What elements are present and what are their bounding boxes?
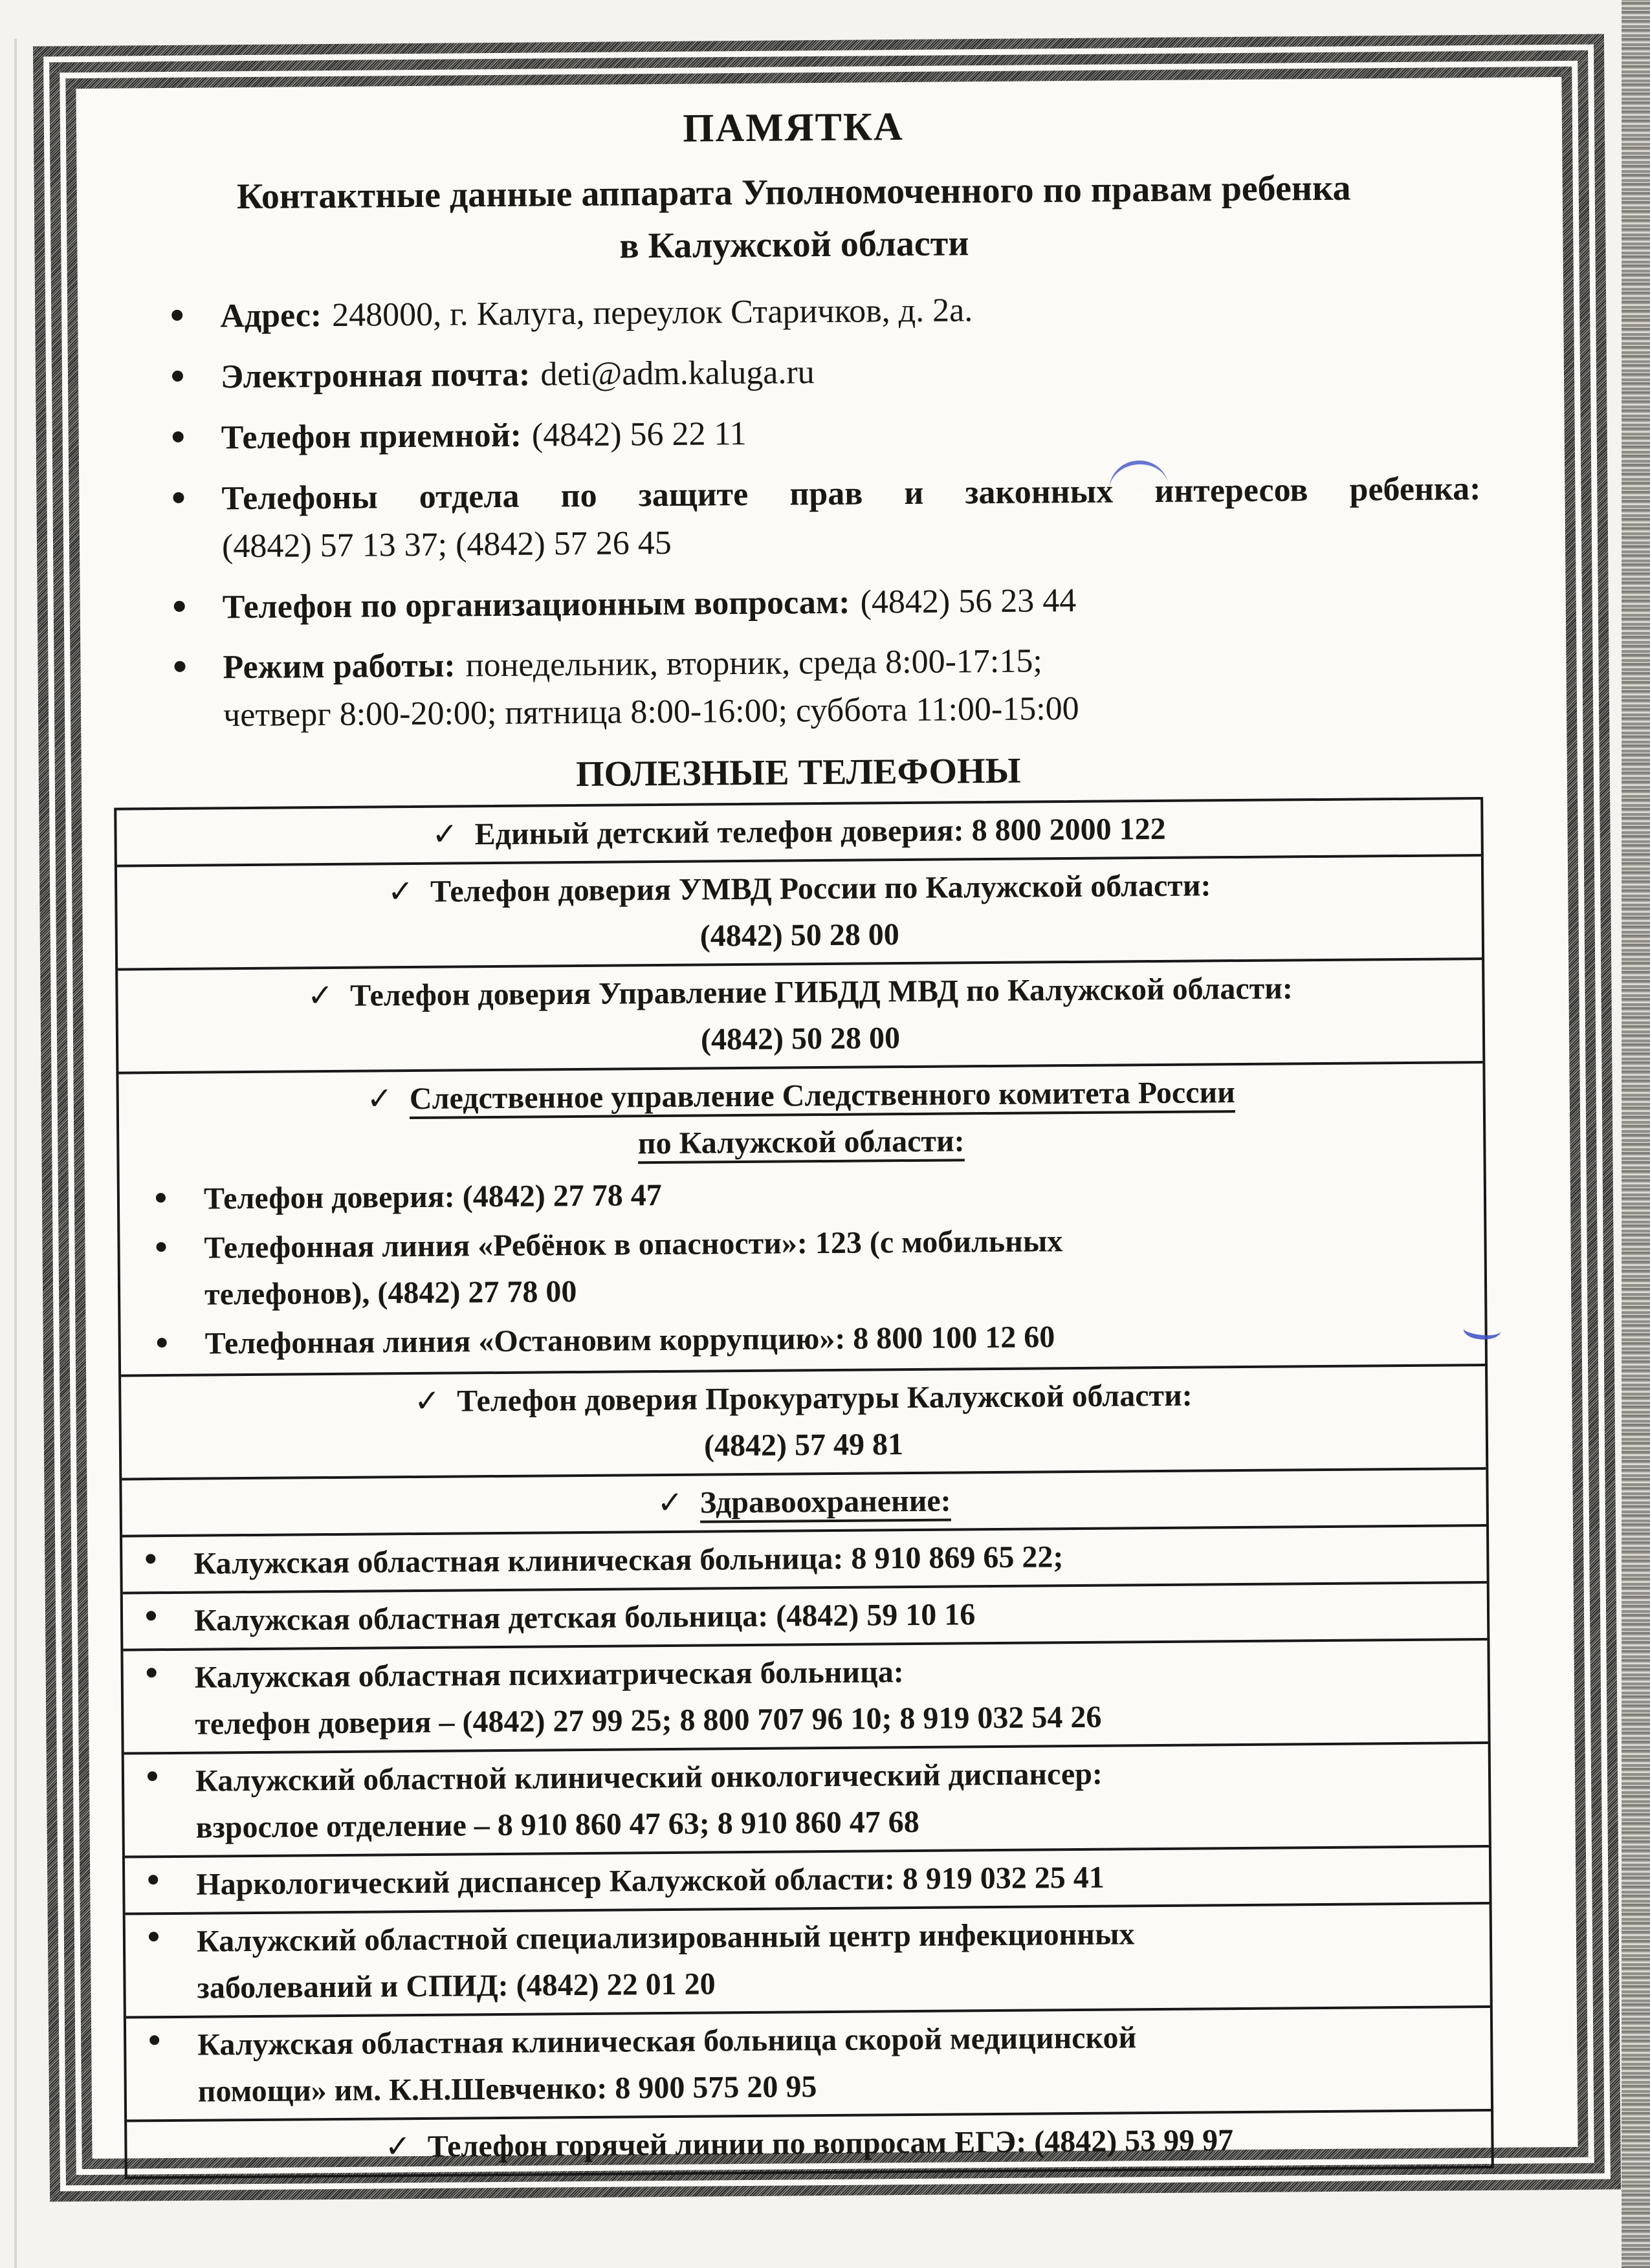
row-text: Телефон доверия Управление ГИБДД МВД по Калужской области: — [350, 971, 1293, 1013]
contact-item-email — [111, 343, 1480, 402]
bullet-icon — [171, 310, 182, 321]
contact-label: Адрес: — [220, 297, 322, 335]
sub-bullet-text: Телефонная линия «Остановим коррупцию»: 8 800 100 12 60 — [204, 1320, 1055, 1361]
contact-label: Электронная почта: — [220, 356, 531, 396]
sub-bullet-text: Телефон доверия: (4842) 27 78 47 — [203, 1178, 662, 1216]
check-icon: ✓ — [657, 1485, 684, 1521]
row-text: Калужская областная психиатрическая больница: — [194, 1655, 904, 1695]
sub-bullet-trust-phone — [133, 1166, 1471, 1223]
contact-item-rights-department-phones — [111, 465, 1481, 571]
row-text-line-2: (4842) 50 28 00 — [700, 1021, 901, 1057]
bullet-icon — [172, 371, 183, 382]
contact-value: deti@adm.kaluga.ru — [540, 354, 815, 393]
check-icon: ✓ — [387, 875, 414, 910]
table-row-emergency-hospital — [126, 2008, 1491, 2122]
row-text-line-2: по Калужской области: — [637, 1124, 965, 1161]
row-text-line-2: (4842) 50 28 00 — [699, 917, 899, 954]
table-row-regional-clinical-hospital — [122, 1527, 1487, 1595]
contact-label: Телефон по организационным вопросам: — [222, 583, 850, 626]
sub-bullet-text: Телефонная линия «Ребёнок в опасности»: 123 (с мобильных — [204, 1224, 1063, 1265]
bullet-icon — [148, 1875, 158, 1884]
contact-item-address — [110, 283, 1480, 341]
bullet-icon — [146, 1611, 156, 1620]
contact-item-reception-phone — [111, 404, 1480, 463]
check-icon: ✓ — [384, 2130, 412, 2164]
sub-bullet-text-line-2: телефонов), (4842) 27 78 00 — [204, 1274, 577, 1312]
bullet-icon — [173, 431, 184, 442]
row-text: Телефон горячей линии по вопросам ЕГЭ: (4842) 53 99 97 — [427, 2123, 1234, 2164]
subtitle-line-1: Контактные данные аппарата Уполномоченного по правам ребенка — [236, 168, 1351, 217]
table-row-narcological-dispensary — [125, 1848, 1490, 1915]
row-text: Здравоохранение: — [699, 1483, 951, 1520]
table-row-children-hospital — [123, 1584, 1488, 1652]
document-subtitle — [109, 161, 1479, 277]
document-content — [76, 77, 1578, 2164]
row-text: Калужская областная детская больница: (4842) 59 10 16 — [193, 1597, 976, 1638]
contact-value: (4842) 56 22 11 — [531, 415, 747, 454]
row-text-line-2: заболеваний и СПИД: (4842) 22 01 20 — [197, 1967, 716, 2005]
contact-value: (4842) 57 13 37; (4842) 57 26 45 — [221, 524, 672, 565]
row-text: Наркологический диспансер Калужской области: 8 919 032 25 41 — [196, 1860, 1105, 1902]
row-text: Единый детский телефон доверия: 8 800 2000 122 — [474, 811, 1166, 852]
bullet-icon — [174, 600, 185, 611]
contact-label: Телефоны отдела по защите прав и законных интересов ребенка: — [221, 470, 1481, 518]
sub-bullet-stop-corruption-line — [133, 1311, 1472, 1368]
row-text-line-2: помощи» им. К.Н.Шевченко: 8 900 575 20 95 — [197, 2069, 817, 2109]
bullet-icon — [156, 1193, 166, 1203]
document-title: ПАМЯТКА — [683, 105, 904, 151]
contact-value-line-2: четверг 8:00-20:00; пятница 8:00-16:00; суббота 11:00-15:00 — [223, 690, 1079, 734]
contact-label: Телефон приемной: — [221, 417, 522, 457]
table-row-umvd-helpline — [117, 856, 1482, 971]
table-row-psychiatric-hospital — [123, 1641, 1488, 1755]
bullet-icon — [146, 1554, 155, 1564]
sub-bullet-child-in-danger-line — [133, 1215, 1471, 1318]
check-icon: ✓ — [413, 1384, 441, 1419]
check-icon: ✓ — [307, 978, 334, 1014]
row-text: Калужская областная клиническая больница: 8 910 869 65 22; — [193, 1540, 1064, 1581]
contact-list — [110, 283, 1482, 740]
row-text: Телефон доверия Прокуратуры Калужской области: — [457, 1378, 1193, 1419]
bullet-icon — [174, 661, 185, 672]
table-row-oncology-dispensary — [124, 1744, 1489, 1859]
table-row-ege-hotline — [127, 2111, 1491, 2177]
bullet-icon — [147, 1668, 157, 1677]
useful-phones-heading: ПОЛЕЗНЫЕ ТЕЛЕФОНЫ — [575, 750, 1021, 795]
bullet-icon — [173, 492, 184, 503]
check-icon: ✓ — [366, 1082, 393, 1117]
bullet-icon — [156, 1242, 166, 1252]
row-text: Телефон доверия УМВД России по Калужской области: — [430, 868, 1211, 909]
table-row-aids-center — [126, 1904, 1490, 2019]
contact-item-organizational-phone — [112, 574, 1482, 632]
row-text-line-2: телефон доверия – (4842) 27 99 25; 8 800 707 96 10; 8 919 032 54 26 — [195, 1699, 1102, 1741]
scanned-document-sheet — [33, 34, 1621, 2202]
bullet-icon — [157, 1338, 167, 1347]
row-text: Следственное управление Следственного комитета России — [409, 1075, 1235, 1117]
subtitle-line-2: в Калужской области — [619, 223, 969, 267]
table-row-prosecutor-helpline — [121, 1366, 1486, 1481]
contact-value: понедельник, вторник, среда 8:00-17:15; — [465, 642, 1043, 684]
contact-value: (4842) 56 23 44 — [860, 582, 1077, 621]
table-row-child-helpline — [116, 800, 1481, 867]
row-text: Калужский областной специализированный центр инфекционных — [196, 1917, 1135, 1959]
row-text-line-2: взрослое отделение – 8 910 860 47 63; 8 910 860 47 68 — [195, 1804, 919, 1845]
row-text: Калужский областной клинический онкологический диспансер: — [195, 1756, 1103, 1798]
table-row-healthcare-heading — [122, 1470, 1486, 1538]
contact-item-working-hours — [113, 634, 1482, 740]
table-row-gibdd-helpline — [118, 960, 1482, 1074]
useful-phones-table — [114, 797, 1494, 2179]
scan-page-edge-artifact — [1622, 0, 1650, 2268]
contact-label: Режим работы: — [223, 647, 456, 686]
investigative-committee-phones — [133, 1166, 1472, 1368]
bullet-icon — [149, 1932, 159, 1941]
scan-fold-line-artifact — [14, 39, 17, 2268]
row-text-line-2: (4842) 57 49 81 — [703, 1427, 904, 1463]
bullet-icon — [149, 2035, 159, 2045]
contact-value: 248000, г. Калуга, переулок Старичков, д. 2а. — [331, 292, 973, 334]
row-text: Калужская областная клиническая больница скорой медицинской — [197, 2020, 1137, 2062]
bullet-icon — [148, 1771, 157, 1781]
check-icon: ✓ — [432, 817, 458, 852]
table-row-investigative-committee — [118, 1063, 1485, 1377]
